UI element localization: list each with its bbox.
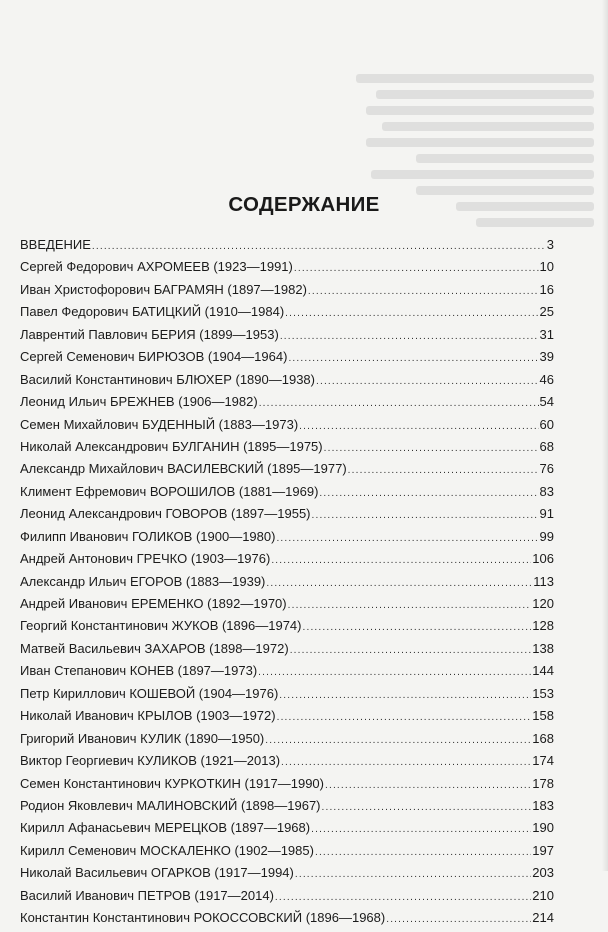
show-through-line <box>366 138 594 147</box>
toc-entry-page: 83 <box>539 483 554 499</box>
toc-entry-page: 54 <box>539 394 554 410</box>
dot-leader <box>258 662 531 684</box>
toc-entry-title: Лаврентий Павлович БЕРИЯ (1899—1953) <box>20 326 279 342</box>
toc-entry <box>20 234 554 256</box>
toc-entry <box>20 391 554 413</box>
toc-entry <box>20 503 554 525</box>
toc-entry <box>20 683 554 705</box>
toc-entry-title: Климент Ефремович ВОРОШИЛОВ (1881—1969) <box>20 483 319 499</box>
toc-entry-title: Семен Михайлович БУДЕННЫЙ (1883—1973) <box>20 416 299 432</box>
toc-entry-page: 106 <box>532 551 554 567</box>
toc-entry-title: Леонид Александрович ГОВОРОВ (1897—1955) <box>20 506 311 522</box>
toc-entry-page: 214 <box>532 910 554 926</box>
toc-entry <box>20 750 554 772</box>
toc-entry-page: 91 <box>539 506 554 522</box>
dot-leader <box>276 528 538 550</box>
toc-entry-page: 113 <box>533 573 554 589</box>
show-through-line <box>371 170 594 179</box>
toc-entry-title: Семен Константинович КУРКОТКИН (1917—1990) <box>20 775 324 791</box>
toc-entry <box>20 885 554 907</box>
table-of-contents <box>20 234 554 930</box>
toc-entry <box>20 301 554 323</box>
toc-entry <box>20 346 554 368</box>
toc-entry-page: 76 <box>539 461 554 477</box>
toc-entry-title: Кирилл Афанасьевич МЕРЕЦКОВ (1897—1968) <box>20 820 311 836</box>
toc-entry <box>20 705 554 727</box>
toc-entry <box>20 907 554 929</box>
page-edge-shadow <box>602 0 608 871</box>
dot-leader <box>299 416 538 438</box>
toc-entry-title: Виктор Георгиевич КУЛИКОВ (1921—2013) <box>20 753 281 769</box>
dot-leader <box>315 842 531 864</box>
show-through-line <box>376 90 594 99</box>
toc-entry-page: 203 <box>532 865 554 881</box>
toc-entry <box>20 660 554 682</box>
show-through-line <box>476 218 594 227</box>
dot-leader <box>348 460 539 482</box>
toc-entry-page: 158 <box>532 708 554 724</box>
dot-leader <box>322 797 532 819</box>
dot-leader <box>288 595 532 617</box>
dot-leader <box>319 483 538 505</box>
toc-entry-title: Кирилл Семенович МОСКАЛЕНКО (1902—1985) <box>20 842 314 858</box>
dot-leader <box>386 909 531 931</box>
page-title: СОДЕРЖАНИЕ <box>228 193 380 216</box>
dot-leader <box>280 326 539 348</box>
toc-entry-page: 25 <box>539 304 554 320</box>
toc-entry-title: Андрей Антонович ГРЕЧКО (1903—1976) <box>20 551 271 567</box>
toc-entry <box>20 817 554 839</box>
show-through-line <box>366 106 594 115</box>
toc-entry <box>20 773 554 795</box>
dot-leader <box>308 281 539 303</box>
dot-leader <box>316 371 539 393</box>
dot-leader <box>288 348 538 370</box>
toc-entry-title: Петр Кириллович КОШЕВОЙ (1904—1976) <box>20 685 279 701</box>
toc-entry <box>20 526 554 548</box>
toc-entry-page: 10 <box>539 259 554 275</box>
toc-entry-page: 120 <box>532 596 554 611</box>
toc-entry <box>20 795 554 817</box>
toc-entry <box>20 414 554 436</box>
toc-entry-page: 68 <box>539 438 554 454</box>
toc-entry-page: 144 <box>532 663 554 679</box>
toc-entry-page: 31 <box>539 326 554 342</box>
dot-leader <box>281 752 531 774</box>
toc-entry-title: Николай Александрович БУЛГАНИН (1895—1975) <box>20 438 323 454</box>
dot-leader <box>259 393 539 415</box>
toc-entry-page: 128 <box>532 618 554 634</box>
toc-entry <box>20 593 554 615</box>
toc-entry-title: Григорий Иванович КУЛИК (1890—1950) <box>20 730 265 746</box>
toc-entry-title: Василий Иванович ПЕТРОВ (1917—2014) <box>20 887 274 903</box>
toc-entry <box>20 481 554 503</box>
toc-entry-page: 60 <box>539 416 554 432</box>
toc-entry <box>20 324 554 346</box>
toc-entry-page: 190 <box>532 820 554 836</box>
toc-entry-title: Николай Иванович КРЫЛОВ (1903—1972) <box>20 708 276 724</box>
dot-leader <box>277 707 532 729</box>
toc-entry-title: Александр Ильич ЕГОРОВ (1883—1939) <box>20 573 266 589</box>
toc-entry-title: ВВЕДЕНИЕ <box>20 237 91 252</box>
show-through-line <box>416 154 594 163</box>
toc-entry-title: Матвей Васильевич ЗАХАРОВ (1898—1972) <box>20 640 289 656</box>
toc-entry-page: 210 <box>532 887 554 903</box>
toc-entry <box>20 615 554 637</box>
dot-leader <box>302 617 531 639</box>
toc-entry <box>20 279 554 301</box>
dot-leader <box>324 438 539 460</box>
toc-entry-title: Иван Христофорович БАГРАМЯН (1897—1982) <box>20 281 307 297</box>
toc-entry-page: 183 <box>532 797 554 813</box>
toc-entry-page: 16 <box>539 281 554 297</box>
toc-entry-page: 178 <box>532 775 554 791</box>
toc-entry-page: 168 <box>532 730 554 746</box>
toc-entry-page: 138 <box>532 640 554 656</box>
dot-leader <box>266 573 532 595</box>
toc-entry <box>20 728 554 750</box>
dot-leader <box>279 685 531 707</box>
toc-entry-page: 174 <box>532 753 554 769</box>
toc-entry-title: Александр Михайлович ВАСИЛЕВСКИЙ (1895—1977) <box>20 461 347 477</box>
toc-entry-title: Леонид Ильич БРЕЖНЕВ (1906—1982) <box>20 394 258 410</box>
toc-entry-title: Андрей Иванович ЕРЕМЕНКО (1892—1970) <box>20 596 287 611</box>
toc-entry-title: Павел Федорович БАТИЦКИЙ (1910—1984) <box>20 304 285 320</box>
toc-entry-title: Константин Константинович РОКОССОВСКИЙ (1896—1968) <box>20 910 386 926</box>
dot-leader <box>312 505 539 527</box>
toc-entry-page: 197 <box>532 842 554 858</box>
toc-entry-title: Василий Константинович БЛЮХЕР (1890—1938) <box>20 371 315 387</box>
dot-leader <box>265 730 531 752</box>
toc-entry <box>20 571 554 593</box>
toc-entry-page: 99 <box>539 528 554 544</box>
show-through-line <box>382 122 594 131</box>
toc-entry-page: 46 <box>539 371 554 387</box>
toc-entry-title: Сергей Федорович АХРОМЕЕВ (1923—1991) <box>20 259 293 275</box>
toc-entry <box>20 436 554 458</box>
dot-leader <box>92 236 546 258</box>
toc-entry-title: Родион Яковлевич МАЛИНОВСКИЙ (1898—1967) <box>20 797 321 813</box>
toc-entry-title: Иван Степанович КОНЕВ (1897—1973) <box>20 663 258 679</box>
toc-entry-title: Георгий Константинович ЖУКОВ (1896—1974) <box>20 618 302 634</box>
toc-entry-page: 39 <box>539 349 554 365</box>
show-through-line <box>356 74 594 83</box>
dot-leader <box>285 303 538 325</box>
toc-entry <box>20 369 554 391</box>
toc-entry <box>20 638 554 660</box>
toc-entry <box>20 548 554 570</box>
dot-leader <box>311 819 531 841</box>
toc-entry-page: 153 <box>532 685 554 701</box>
toc-entry-title: Николай Васильевич ОГАРКОВ (1917—1994) <box>20 865 294 881</box>
toc-entry <box>20 840 554 862</box>
dot-leader <box>290 640 532 662</box>
dot-leader <box>271 550 531 572</box>
dot-leader <box>295 864 531 886</box>
toc-entry <box>20 862 554 884</box>
toc-entry-page: 3 <box>546 237 554 252</box>
toc-entry-title: Филипп Иванович ГОЛИКОВ (1900—1980) <box>20 528 276 544</box>
dot-leader <box>275 887 531 909</box>
dot-leader <box>325 775 531 797</box>
toc-entry-title: Сергей Семенович БИРЮЗОВ (1904—1964) <box>20 349 288 365</box>
toc-entry <box>20 458 554 480</box>
dot-leader <box>294 258 539 280</box>
toc-entry <box>20 256 554 278</box>
